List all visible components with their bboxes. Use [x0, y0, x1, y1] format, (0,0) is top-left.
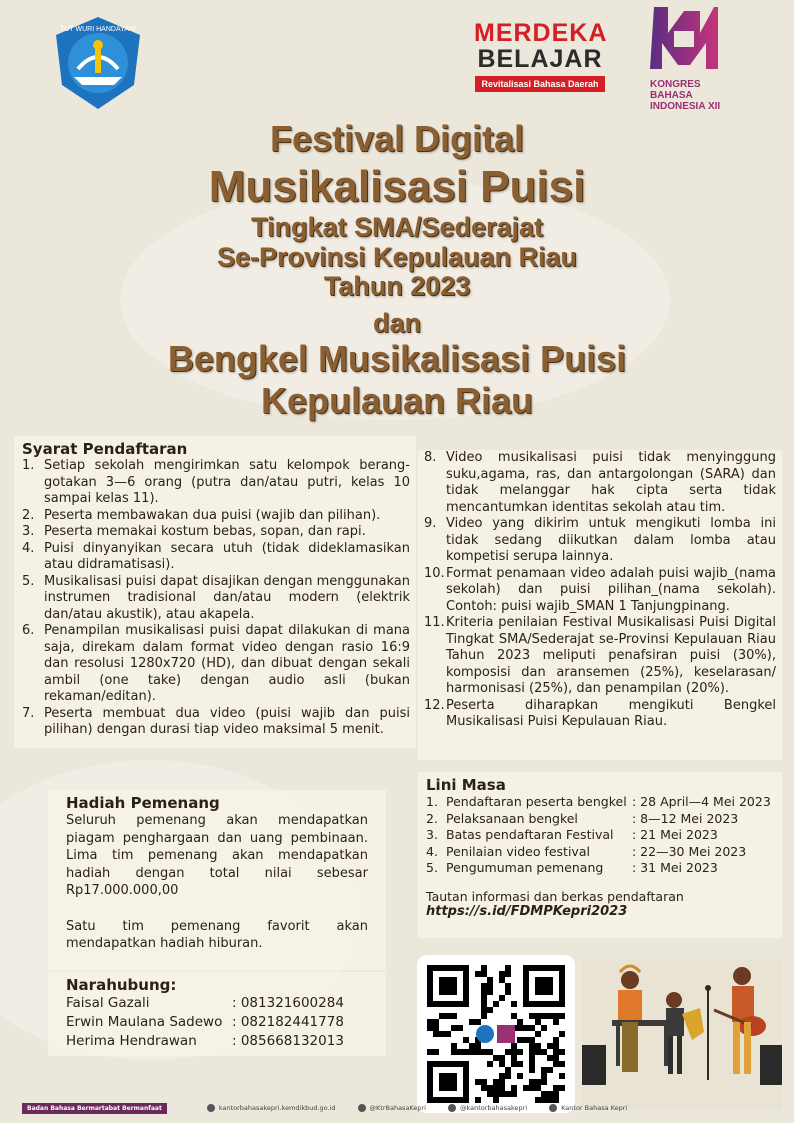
timeline-label: Penilaian video festival: [446, 843, 590, 859]
title-line-3: Tingkat SMA/Sederajat: [250, 212, 544, 242]
requirement-number: 1.: [22, 458, 35, 473]
contacts-panel: [48, 972, 386, 1056]
requirement-text: Peserta diharapkan mengikuti Bengkel Musikalisasi Puisi Kepulauan Riau.: [446, 697, 776, 729]
requirement-text: Peserta memakai kostum bebas, sopan, dan rapi.: [44, 524, 366, 539]
link-description: Tautan informasi dan berkas pendaftaran: [426, 888, 684, 904]
timeline-label: Pengumuman pemenang: [446, 860, 604, 875]
title-line-8: Kepulauan Riau: [260, 380, 534, 421]
prize-text-1: Seluruh pemenang akan mendapatkan piagam penghargaan dan uang pembinaan. Lima tim pemenang akan mendapatkan hadiah dengan total nilai sebesar Rp17.000.000,00: [66, 813, 368, 898]
requirement-item: [22, 706, 410, 739]
requirement-number: 5.: [22, 573, 35, 589]
requirement-number: 10.: [424, 565, 445, 581]
requirement-number: 6.: [22, 623, 35, 638]
qr-code-icon: [417, 955, 575, 1113]
timeline-number: 1.: [426, 794, 438, 809]
timeline-label: Pendaftaran peserta bengkel: [446, 794, 627, 809]
kbi-line1: KONGRES: [650, 79, 701, 90]
footer-facebook-text: Kantor Bahasa Kepri: [561, 1104, 628, 1112]
merdeka-belajar-logo: [474, 20, 606, 100]
prize-heading: Hadiah Pemenang: [66, 794, 220, 812]
contact-phone[interactable]: : 081321600284: [232, 995, 344, 1011]
requirement-item: [22, 623, 410, 706]
kbi-mark-icon: [644, 3, 724, 75]
contact-name: Erwin Maulana Sadewo: [66, 1014, 223, 1030]
requirement-text: Video yang dikirim untuk mengikuti lomba ini tidak sedang diikutkan dalam lomba atau kompetisi serupa lainnya.: [446, 516, 776, 564]
timeline-date: : 28 April—4 Mei 2023: [632, 794, 771, 809]
requirement-text: Puisi dinyanyikan secara utuh (tidak dideklamasikan atau didramatisasi).: [44, 540, 410, 572]
kbi-line3: INDONESIA XII: [650, 101, 721, 112]
globe-icon: [207, 1104, 215, 1112]
timeline-date: : 21 Mei 2023: [632, 827, 718, 842]
requirement-item: [424, 698, 776, 731]
timeline-row: [426, 811, 774, 828]
timeline-panel: [418, 772, 782, 938]
footer-twitter[interactable]: [358, 1104, 426, 1112]
tut-wuri-text: TUT WURI HANDAYANI: [60, 26, 136, 33]
requirements-right-panel: [418, 450, 782, 760]
requirement-item: [424, 450, 776, 516]
requirement-number: 2.: [22, 507, 35, 523]
merdeka-text: MERDEKA: [474, 19, 608, 47]
footer: [22, 1098, 782, 1118]
timeline-number: 3.: [426, 827, 438, 842]
timeline-heading: Lini Masa: [426, 776, 506, 794]
requirement-number: 7.: [22, 705, 35, 721]
contact-phone[interactable]: : 085668132013: [232, 1033, 344, 1049]
timeline-number: 4.: [426, 843, 438, 859]
requirement-item: [424, 566, 776, 616]
requirement-number: 4.: [22, 540, 35, 556]
title-line-6: dan: [372, 308, 421, 338]
contact-name: Herima Hendrawan: [66, 1033, 197, 1049]
requirement-number: 12.: [424, 697, 445, 713]
requirement-number: 9.: [424, 516, 437, 531]
timeline-date: : 31 Mei 2023: [632, 860, 718, 875]
footer-instagram[interactable]: [448, 1104, 527, 1112]
requirement-item: [22, 574, 410, 624]
requirement-number: 11.: [424, 615, 445, 630]
timeline-number: 2.: [426, 810, 438, 826]
requirement-number: 8.: [424, 450, 437, 465]
tut-wuri-emblem-icon: [48, 15, 148, 111]
title-line-1: Festival Digital: [269, 118, 525, 159]
timeline-label: Batas pendaftaran Festival: [446, 827, 614, 842]
requirement-item: [22, 541, 410, 574]
requirement-text: Penampilan musikalisasi puisi dapat dilakukan di mana saja, direkam dalam format video dengan rasio 16:9 dan resolusi 1280x720 (HD), dan dibuat dengan sekali ambil (one take) dengan audio asli (bukan rekaman/editan).: [44, 623, 410, 704]
tut-wuri-handayani-logo: [48, 15, 148, 111]
footer-facebook[interactable]: [549, 1104, 627, 1112]
timeline-date: : 22—30 Mei 2023: [632, 843, 747, 859]
requirement-item: [22, 524, 410, 541]
instagram-icon: [448, 1104, 456, 1112]
requirements-list-right: [424, 450, 776, 731]
revitalisasi-tagline: Revitalisasi Bahasa Daerah: [475, 76, 604, 92]
title-line-7: Bengkel Musikalisasi Puisi: [167, 338, 627, 379]
requirement-text: Kriteria penilaian Festival Musikalisasi Puisi Digital Tingkat SMA/Sederajat se-Provinsi Kepulauan Riau Tahun 2023 meliputi penafsiran puisi (30%), komposisi dan aransemen (25%), keselarasan/ harmonisasi (25%), dan penampilan (20%).: [446, 615, 776, 696]
badan-bahasa-badge: Badan Bahasa Bermartabat Bermanfaat: [22, 1103, 167, 1114]
requirement-text: Peserta membawakan dua puisi (wajib dan pilihan).: [44, 507, 381, 523]
requirements-list-left: [22, 458, 410, 739]
footer-website[interactable]: [207, 1104, 336, 1112]
requirements-left-panel: [14, 436, 416, 748]
timeline-row: [426, 844, 774, 861]
timeline-label: Pelaksanaan bengkel: [446, 810, 578, 826]
contact-name: Faisal Gazali: [66, 995, 150, 1011]
contacts-heading: Narahubung:: [66, 976, 177, 994]
requirement-text: Setiap sekolah mengirimkan satu kelompok berang-gotakan 3—6 orang (putra dan/atau putri, kelas 10 sampai kelas 11).: [44, 458, 410, 506]
requirement-item: [22, 458, 410, 508]
timeline-list: [426, 794, 774, 877]
twitter-icon: [358, 1104, 366, 1112]
requirement-text: Format penamaan video adalah puisi wajib_(nama sekolah) dan puisi pilihan_(nama sekolah). Contoh: puisi wajib_SMAN 1 Tanjungpinang.: [446, 565, 776, 614]
musicians-illustration-icon: [582, 960, 782, 1110]
qr-code[interactable]: [417, 955, 575, 1113]
requirement-text: Peserta membuat dua video (puisi wajib dan puisi pilihan) dengan durasi tiap video maksimal 5 menit.: [44, 705, 410, 737]
facebook-icon: [549, 1104, 557, 1112]
requirement-number: 3.: [22, 524, 35, 539]
contact-row: [66, 1032, 368, 1051]
band-illustration: [582, 960, 782, 1110]
requirement-item: [424, 516, 776, 566]
contact-phone[interactable]: : 082182441778: [232, 1014, 344, 1030]
kbi-line2: BAHASA: [650, 90, 693, 101]
belajar-text: BELAJAR: [477, 45, 603, 73]
timeline-row: [426, 860, 774, 877]
contact-row: [66, 1013, 368, 1032]
registration-link[interactable]: https://s.id/FDMPKepri2023: [426, 903, 628, 919]
timeline-row: [426, 827, 774, 844]
timeline-row: [426, 794, 774, 811]
footer-twitter-text: @KtrBahasaKepri: [369, 1104, 426, 1112]
title-line-2: Musikalisasi Puisi: [208, 162, 586, 211]
requirement-item: [424, 615, 776, 698]
footer-instagram-text: @kantorbahasakepri: [459, 1104, 528, 1112]
contacts-list: [66, 994, 368, 1051]
requirements-heading: Syarat Pendaftaran: [22, 440, 188, 458]
requirement-text: Video musikalisasi puisi tidak menyinggung suku,agama, ras, dan antargolongan (SARA) dan tidak melanggar hak cipta serta tidak mencantumkan identitas sekolah atau tim.: [446, 450, 776, 515]
prize-panel: [48, 790, 386, 970]
timeline-date: : 8—12 Mei 2023: [632, 810, 739, 826]
requirement-item: [22, 508, 410, 525]
title-line-4: Se-Provinsi Kepulauan Riau: [216, 242, 578, 272]
timeline-number: 5.: [426, 860, 438, 875]
title-line-5: Tahun 2023: [323, 271, 471, 301]
footer-website-text: kantorbahasakepri.kemdikbud.go.id: [218, 1104, 336, 1112]
kbi-logo: [644, 3, 764, 118]
contact-row: [66, 994, 368, 1013]
requirement-text: Musikalisasi puisi dapat disajikan dengan menggunakan instrumen tradisional dan/atau modern (elektrik dan/atau akustik), atau akapela.: [44, 573, 410, 622]
prize-text-2: Satu tim pemenang favorit akan mendapatkan hadiah hiburan.: [66, 918, 368, 951]
